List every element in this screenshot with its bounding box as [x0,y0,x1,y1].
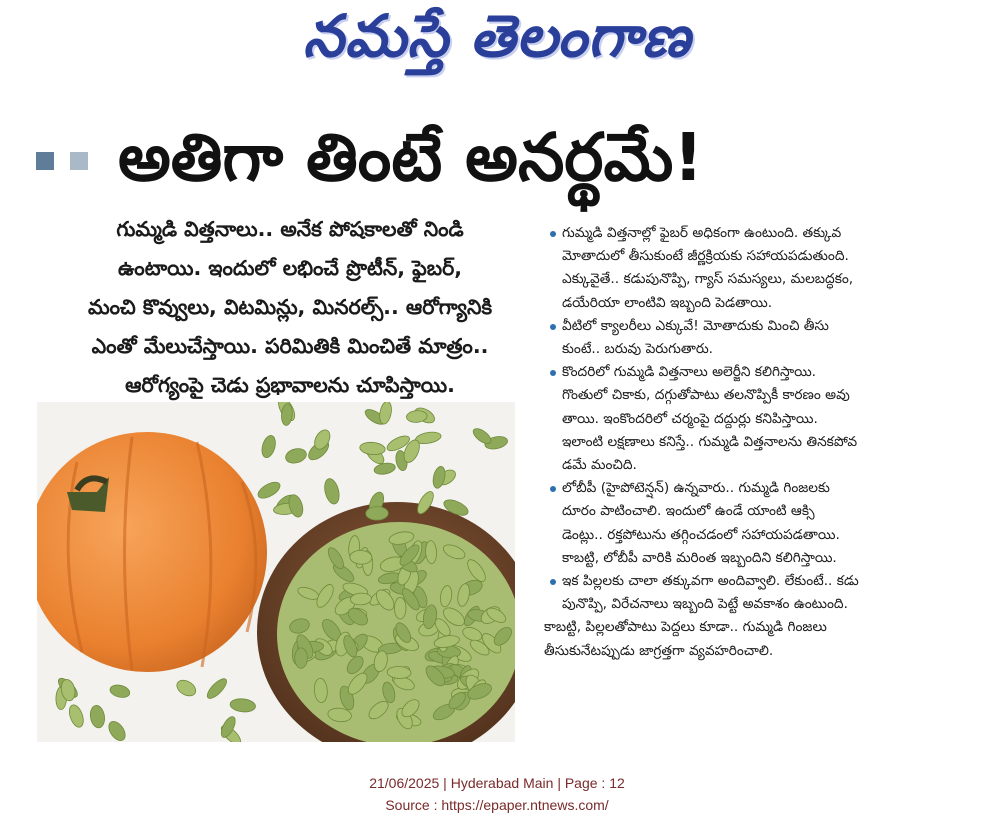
pumpkin-seeds-photo [37,402,515,742]
bullet-line: ఇలాంటి లక్షణాలు కనిస్తే.. గుమ్మడి విత్తనాలను తినకపోవ [562,433,858,450]
page-footer [0,772,994,816]
bullet-line: గొంతులో చికాకు, దగ్గుతోపాటు తలనొప్పికీ కారణం అవు [562,387,850,404]
footer-source: Source : https://epaper.ntnews.com/ [385,797,609,813]
masthead-logo: నమస్తే తెలంగాణ [303,2,691,70]
bullet-line: కాబట్టి, లోబీపీ వారికి మరింత ఇబ్బందిని కలిగిస్తాయి. [562,549,837,566]
list-item [548,361,968,477]
bullet-line: డమే మంచిది. [562,457,637,474]
bullet-icon [550,324,556,330]
bullet-list [544,222,968,663]
closing-paragraph [544,616,968,662]
closing-line: కాబట్టి, పిల్లలతోపాటు పెద్దలు కూడా.. గుమ్మడి గింజలు [544,619,827,636]
headline: అతిగా తింటే అనర్థమే! [118,119,704,196]
list-item [548,315,968,361]
bullet-line: వీటిలో క్యాలరీలు ఎక్కువే! మోతాదుకు మించి తీసు [562,317,829,334]
bullet-line: పునొప్పి, విరేచనాలు ఇబ్బంది పెట్టే అవకాశం ఉంటుంది. [562,596,848,613]
bullet-line: మోతాదులో తీసుకుంటే జీర్ణక్రియకు సహాయపడుతుంది. [562,248,849,265]
closing-line: తీసుకునేటప్పుడు జాగ్రత్తగా వ్యవహరించాలి. [544,642,774,659]
bullet-icon [550,370,556,376]
footer-date-edition: 21/06/2025 | Hyderabad Main | Page : 12 [369,775,625,791]
list-item [548,570,968,616]
intro-line: ఉంటాయి. ఇందులో లభించే ప్రొటీన్, ఫైబర్, [117,256,463,280]
headline-marker-light [70,152,88,170]
bullet-icon [550,231,556,237]
seed-shape [295,648,308,668]
bullet-line: కుంటే.. బరువు పెరుగుతారు. [562,341,714,358]
bullet-line: ఎక్కువైతే.. కడుపునొప్పి, గ్యాస్ సమస్యలు, మలబద్ధకం, [562,271,854,288]
bullet-icon [550,486,556,492]
bullet-line: ఇక పిల్లలకు చాలా తక్కువగా అందివ్వాలి. లేకుంటే.. కడు [562,573,859,590]
bullet-line: లోబీపీ (హైపోటెన్షన్) ఉన్నవారు.. గుమ్మడి గింజలకు [562,480,830,497]
bullet-line: డయేరియా లాంటివి ఇబ్బంది పెడతాయి. [562,294,773,311]
list-item [548,477,968,570]
list-item [548,222,968,315]
bullet-line: గుమ్మడి విత్తనాల్లో ఫైబర్ అధికంగా ఉంటుంది. తక్కువ [562,225,842,241]
intro-paragraph [40,210,540,405]
headline-row [36,108,966,208]
headline-marker-dark [36,152,54,170]
bullet-line: దూరం పాటించాలి. ఇందులో ఉండే యాంటి ఆక్సి [562,503,815,520]
bullet-line: డెంట్లు.. రక్తపోటును తగ్గించడంలో సహాయపడతాయి. [562,526,840,543]
bullet-icon [550,579,556,585]
intro-line: ఆరోగ్యంపై చెడు ప్రభావాలను చూపిస్తాయి. [125,373,455,397]
intro-line: మంచి కొవ్వులు, విటమిన్లు, మినరల్స్.. ఆరోగ్యానికి [87,295,493,319]
bullet-line: కొందరిలో గుమ్మడి విత్తనాలు అలెర్జీని కలిగిస్తాయి. [562,364,817,381]
seed-shape [366,506,389,520]
intro-line: గుమ్మడి విత్తనాలు.. అనేక పోషకాలతో నిండి [116,217,464,241]
pumpkin-illustration [37,432,267,672]
intro-line: ఎంతో మేలుచేస్తాయి. పరిమితికి మించితే మాత్రం.. [91,334,489,358]
seed-shape [394,597,406,619]
bullet-line: తాయి. ఇంకొందరిలో చర్మంపై దద్దుర్లు కనిపిస్తాయి. [562,410,818,427]
